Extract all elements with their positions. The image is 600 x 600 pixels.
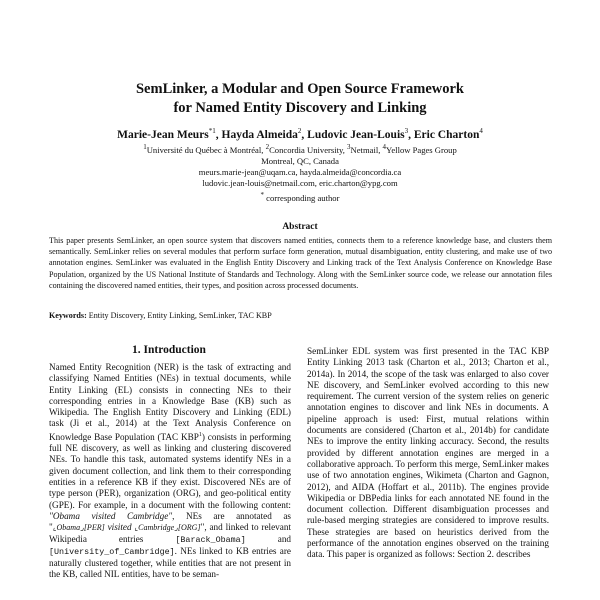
affiliation-mark: 3 [347, 143, 351, 151]
author-name: Marie-Jean Meurs [117, 128, 209, 141]
wikipedia-entry: [University_of_Cambridge] [49, 546, 175, 557]
author-affiliation-mark: *1 [208, 127, 216, 135]
author-list: Marie-Jean Meurs$^{*1}$, Hayda Almeida$^2$, Ludovic Jean-Louis$^3$, Eric Charton$^4$ [117, 127, 483, 141]
wikipedia-entry: [Barack_Obama] [175, 534, 246, 545]
title-line-2: for Named Entity Discovery and Linking [173, 100, 427, 116]
footnote-mark: 1 [198, 431, 202, 438]
affiliation-line [0, 142, 600, 156]
right-column-text: SemLinker EDL system was first presented in the TAC KBP Entity Linking 2013 task (Charton et al., 2013; Charton et al., 2014a). In 2014, the scope of the task was enlarged to also cover NE discovery, and SemLinker evolved according to this new requirement. The current version of the system relies on generic annotation engines to discover and link NEs in documents. A pipeline approach is used: First, mutual relations within documents are considered (Charton et al., 2014b) for candidate NEs to improve the entity linking accuracy. Second, the results provided by different annotation engines are merged in a collaborative approach. To perform this merge, SemLinker makes use of two annotation engines, Wikimeta (Charton and Gagnon, 2012), and AIDA (Hoffart et al., 2011b). The engines provide Wikipedia or DBPedia links for each annotated NE found in the document collection. Different disambiguation processes and rule-based merging strategies are considered to improve results. These strategies are based on heuristics derived from the performance of the annotation engines observed on the training data. This paper is organized as follows: Section 2. describes [307, 346, 549, 560]
intro-text: visited [104, 522, 135, 533]
affiliations-block [0, 142, 600, 204]
example-sentence: "Obama visited Cambridge" [49, 510, 173, 521]
intro-text: and [245, 533, 292, 544]
intro-text: ", and linked to relevant Wikipedia entries [49, 522, 291, 544]
keywords-list: Entity Discovery, Entity Linking, SemLinker, TAC KBP [86, 311, 272, 320]
intro-text: ) consists in performing full NE discovery, as well as linking and clustering discovered NEs. To handle this task, automated systems identify NEs in a given document collection, and link them to their corresponding entities in a reference KB if they exist. Discovered NEs are of type person (PER), organization (ORG), and geo-political entity (GPE). For example, in a document with the following content: [49, 431, 291, 510]
corresponding-note [0, 190, 600, 204]
author-name: Hayda Almeida [221, 128, 298, 141]
emails-line-2: ludovic.jean-louis@netmail.com, eric.charton@ypg.com [202, 178, 398, 189]
keywords-label: Keywords: [49, 311, 87, 320]
corresponding-text: corresponding author [264, 192, 340, 203]
left-column-text [49, 362, 291, 581]
affiliation-name: Netmail, [350, 144, 383, 155]
author-name: Eric Charton [413, 128, 480, 141]
corresponding-mark: * [260, 190, 265, 199]
location: Montreal, QC, Canada [261, 156, 339, 167]
affiliation-mark: 2 [265, 143, 270, 151]
author-affiliation-mark: 2 [297, 127, 302, 135]
affiliation-mark: 1 [143, 143, 147, 151]
author-affiliation-mark: 4 [479, 127, 483, 135]
intro-text: . NEs linked to KB entries are naturally clustered together, while entities that are not present in the KB, called NIL entities, have to be seman- [49, 545, 291, 580]
annotation-example: ⌞Cambridge⌟[ORG] [134, 523, 201, 533]
affiliation-mark: 4 [382, 143, 387, 151]
affiliation-name: Yellow Pages Group [386, 144, 457, 155]
abstract-heading: Abstract [282, 222, 318, 232]
annotation-example: ⌞Obama⌟[PER] [52, 523, 105, 533]
emails-line-1: meurs.marie-jean@uqam.ca, hayda.almeida@concordia.ca [198, 167, 402, 178]
paper-title [0, 80, 600, 118]
intro-text: , NEs are annotated as " [49, 510, 292, 533]
affiliation-name: Concordia University, [269, 144, 348, 155]
title-line-1: SemLinker, a Modular and Open Source Framework [135, 81, 464, 97]
author-name: Ludovic Jean-Louis [307, 128, 405, 141]
author-affiliation-mark: 3 [404, 127, 409, 135]
intro-text: Named Entity Recognition (NER) is the task of extracting and classifying Named Entities (NEs) in textual documents, while Entity Linking (EL) consists in connecting NEs to their corresponding entries in a Knowledge Base (KB) such as Wikipedia. The English Entity Discovery and Linking (EDL) task (Ji et al., 2014) at the Text Analysis Conference on Knowledge Base Population (TAC KBP [49, 362, 291, 442]
keywords-line [49, 310, 552, 321]
affiliation-name: Université du Québec à Montréal, [146, 144, 266, 155]
abstract-text: This paper presents SemLinker, an open source system that discovers named entities, connects them to a reference knowledge base, and clusters them semantically. SemLinker relies on several modules that perform surface form generation, mutual disambiguation, entity clustering, and make use of two annotation engines. SemLinker was evaluated in the English Entity Discovery and Linking track of the Text Analysis Conference on Knowledge Base Population, organized by the US National Institute of Standards and Technology. Along with the SemLinker source code, we release our annotation files containing the discovered named entities, their types, and position across processed documents. [49, 236, 552, 290]
section-heading-introduction: 1. Introduction [132, 344, 206, 356]
